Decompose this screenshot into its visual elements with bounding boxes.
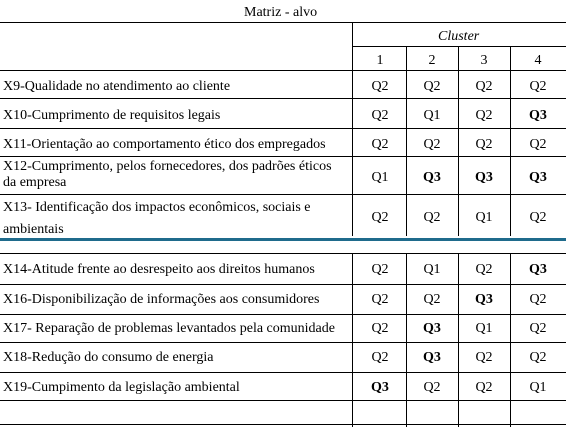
row-label: da empresa	[3, 175, 67, 190]
table-cell: Q2	[371, 210, 389, 225]
column-header-3: 3	[480, 53, 488, 68]
rule-label-col	[352, 22, 353, 236]
row-label: X17- Reparação de problemas levantados pela comunidade	[3, 321, 335, 336]
table-cell: Q1	[371, 170, 389, 185]
rule-col-1	[406, 46, 407, 236]
table-cell: Q2	[423, 210, 441, 225]
rule-row	[0, 342, 566, 343]
table-cell: Q2	[423, 79, 441, 94]
column-header-1: 1	[376, 53, 384, 68]
rule-row	[0, 314, 566, 315]
table-cell: Q1	[475, 210, 493, 225]
table-cell: Q2	[423, 380, 441, 395]
column-header-2: 2	[428, 53, 436, 68]
row-label: X18-Redução do consumo de energia	[3, 350, 214, 365]
row-label: X13- Identificação dos impactos econômicos, sociais e	[3, 200, 311, 215]
rule-row	[0, 194, 566, 195]
table-cell: Q3	[423, 321, 441, 336]
table-cell: Q2	[529, 321, 547, 336]
table-cell: Q2	[423, 137, 441, 152]
table-cell: Q3	[371, 380, 389, 395]
row-label: X16-Disponibilização de informações aos consumidores	[3, 292, 320, 307]
rule-row	[0, 400, 566, 401]
table-cell: Q3	[475, 170, 493, 185]
table-cell: Q2	[371, 137, 389, 152]
table-cell: Q2	[475, 380, 493, 395]
rule-row	[0, 98, 566, 99]
rule-row	[0, 253, 566, 254]
table-cell: Q2	[475, 137, 493, 152]
row-label: X9-Qualidade no atendimento ao cliente	[3, 79, 231, 94]
table-cell: Q1	[475, 321, 493, 336]
table-cell: Q3	[529, 108, 547, 123]
table-cell: Q3	[423, 170, 441, 185]
rule-col-2	[458, 46, 459, 236]
table-cell: Q1	[423, 108, 441, 123]
rule-row	[0, 128, 566, 129]
table-cell: Q2	[475, 262, 493, 277]
table-cell: Q2	[475, 350, 493, 365]
rule-col-3	[510, 46, 511, 236]
table-cell: Q2	[371, 321, 389, 336]
rule-header	[0, 70, 566, 71]
table-cell: Q3	[423, 350, 441, 365]
table-cell: Q2	[371, 292, 389, 307]
row-label: ambientais	[3, 222, 64, 237]
rule-row	[0, 284, 566, 285]
rule-row	[0, 156, 566, 157]
table-cell: Q2	[371, 79, 389, 94]
cluster-header: Cluster	[438, 29, 480, 44]
table-cell: Q2	[475, 79, 493, 94]
row-label: X12-Cumprimento, pelos fornecedores, dos padrões éticos	[3, 159, 332, 174]
table-cell: Q3	[475, 292, 493, 307]
row-label: X19-Cumpimento da legislação ambiental	[3, 380, 240, 395]
column-header-4: 4	[534, 53, 542, 68]
table-cell: Q2	[529, 137, 547, 152]
rule-row	[0, 372, 566, 373]
rule-top	[0, 22, 566, 23]
table-cell: Q1	[423, 262, 441, 277]
table-cell: Q3	[529, 262, 547, 277]
table-cell: Q3	[529, 170, 547, 185]
table-cell: Q2	[529, 350, 547, 365]
table-cell: Q2	[423, 292, 441, 307]
table-cell: Q2	[529, 210, 547, 225]
table-cell: Q2	[475, 108, 493, 123]
rule-row	[0, 424, 566, 425]
rule-cluster	[352, 46, 566, 47]
table-cell: Q2	[371, 262, 389, 277]
row-label: X11-Orientação ao comportamento ético dos empregados	[3, 137, 326, 152]
section-separator	[0, 238, 566, 241]
table-cell: Q2	[371, 350, 389, 365]
table-cell: Q2	[371, 108, 389, 123]
table-cell: Q2	[529, 79, 547, 94]
table-cell: Q2	[529, 292, 547, 307]
table-cell: Q1	[529, 380, 547, 395]
row-label: X10-Cumprimento de requisitos legais	[3, 108, 221, 123]
row-label: X14-Atitude frente ao desrespeito aos direitos humanos	[3, 262, 315, 277]
table-title: Matriz - alvo	[244, 5, 318, 20]
